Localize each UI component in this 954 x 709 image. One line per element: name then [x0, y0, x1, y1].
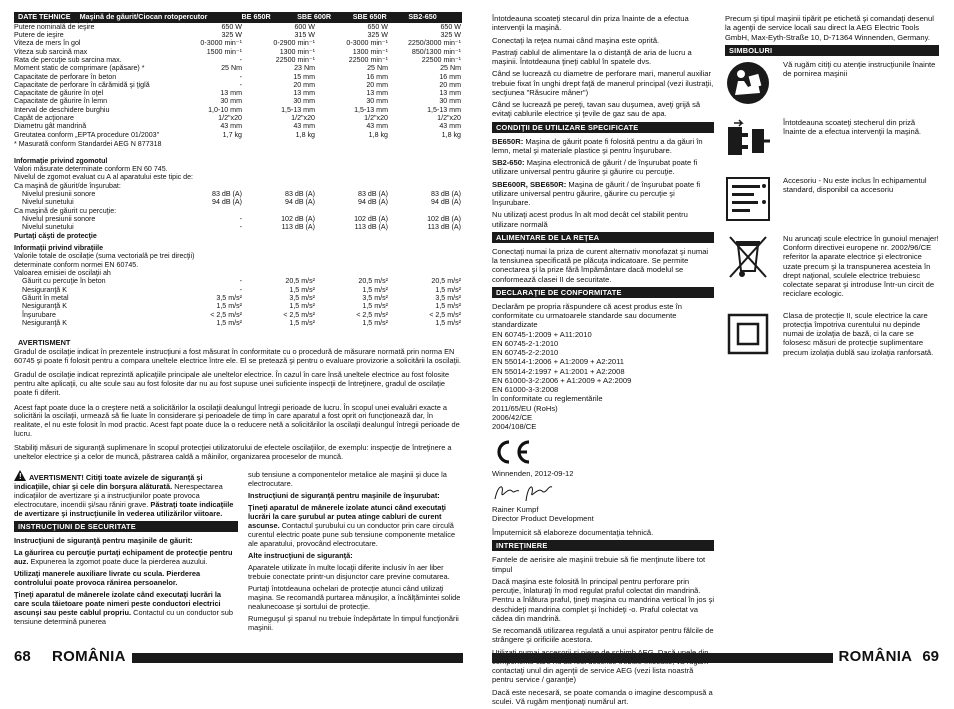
spec-value: 1/2"x20 — [291, 114, 315, 123]
vibration-value: 1,5 m/s² — [435, 318, 461, 327]
specs-rows — [14, 23, 462, 139]
vibration-section — [14, 244, 462, 327]
spec-row — [14, 106, 462, 114]
signer-name: Rainer Kumpf — [492, 504, 539, 514]
right-column-2 — [725, 14, 939, 369]
vibration-row — [14, 277, 462, 285]
spec-value: 43 mm — [293, 122, 315, 131]
vibration-label: Găurit în metal — [22, 293, 69, 302]
vibration-value: 3,5 m/s² — [216, 293, 242, 302]
spec-value: 1,8 kg — [368, 130, 388, 139]
avertisment-title: AVERTISMENT — [18, 338, 71, 348]
regs-1: în conformitate cu reglementările — [492, 394, 603, 404]
maint-5: Dacă este necesară, se poate comanda o imagine descompusă a sculei. Vă rugăm menţionaţi numărul art. — [492, 687, 713, 706]
noise-title: Informaţie privind zgomotul — [14, 156, 108, 165]
spec-label: Capacitate de perforare în cărămidă şi ţiglă — [14, 80, 150, 89]
spec-label: Putere de ieşire — [14, 31, 64, 40]
spec-value: 43 mm — [439, 122, 461, 131]
insulated-grip: Ţineţi aparatul de mânerele izolate când executaţi lucrări la care scula tăietoare poate nimeri peste conductori electrici ascunşi sau peste cablul propriu. — [14, 590, 222, 618]
symbol-weee — [725, 234, 939, 299]
power-text: Conectaţi numai la priza de curent alternativ monofazat şi numai la tensiunea specificată pe plăcuţa indicatoare. Se permite conectarea şi la prize fără împământare dacă modelul se conformează clasei II de securitate. — [492, 246, 709, 284]
vibration-value: - — [239, 277, 242, 286]
safety-column-1 — [14, 470, 238, 629]
spec-value: 1,5-13 mm — [354, 105, 388, 114]
spec-value: 22500 min⁻¹ — [421, 55, 461, 64]
use-normal-note: Nu utilizaţi acest produs în alt mod decât cel stabilit pentru utilizare normală — [492, 210, 688, 229]
page-number-right: 69 — [922, 648, 939, 666]
noise-drill-value: 94 dB (A) — [431, 198, 461, 207]
use-model-3: SBE600R, SBE650R: — [492, 179, 567, 189]
spec-value: 1,0-10 mm — [208, 105, 242, 114]
class-ii-icon — [725, 311, 771, 357]
regs-3: 2006/42/CE — [492, 412, 533, 422]
right-page — [477, 0, 954, 706]
noise-impact-value: 102 dB (A) — [354, 214, 388, 223]
vibration-label: Înşurubare — [22, 310, 56, 319]
footer-rule-right — [492, 653, 833, 663]
spec-row — [14, 97, 462, 105]
spec-value: 2250/3000 min⁻¹ — [407, 39, 461, 48]
spec-value: 30 mm — [293, 97, 315, 106]
maint-3: Se recomandă utilizarea regulată a unui aspirator pentru fălcile de strângere şi orificiile acestora. — [492, 626, 714, 645]
standard-4: EN 55014-1:2006 + A1:2009 + A2:2011 — [492, 357, 625, 367]
spec-value: 650 W — [440, 22, 461, 31]
specs-header-model-1: BE 650R — [241, 12, 271, 21]
symbol-read-manual-text: Vă rugăm citiţi cu atenţie instrucţiunile înainte de pornirea maşinii — [783, 59, 936, 79]
vibration-intro-2: determinate conform normei EN 60745. — [14, 260, 139, 269]
right-column-1 — [492, 14, 714, 709]
warning-text: Nerespectarea indicaţiilor de avertizare şi a instrucţiunilor poate provoca electrocutare, incendii şi/sau răniri grave. — [14, 482, 223, 510]
spec-value: 650 W — [367, 22, 388, 31]
spec-value: 22500 min⁻¹ — [275, 55, 315, 64]
spec-row — [14, 73, 462, 81]
spec-value: 1300 min⁻¹ — [279, 47, 315, 56]
vibration-row — [14, 294, 462, 302]
spec-value: 13 mm — [220, 89, 242, 98]
noise-drill-value: 94 dB (A) — [212, 198, 242, 207]
specs-header-title: DATE TEHNICE — [18, 12, 71, 21]
spec-value: 23 Nm — [294, 64, 315, 73]
spec-value: 600 W — [294, 22, 315, 31]
connect-off-note: Conectaţi la reţea numai când maşina este oprită. — [492, 35, 660, 45]
specs-header-model-4: SB2-650 — [408, 12, 437, 21]
noise-drill-label: Nivelul presiunii sonore — [22, 190, 96, 199]
power-header: ALIMENTARE DE LA REŢEA — [492, 232, 714, 243]
spec-value: 25 Nm — [440, 64, 461, 73]
symbol-read-manual — [725, 60, 939, 106]
spec-label: Moment static de comprimare (apăsare) * — [14, 64, 145, 73]
vibration-label: Nesiguranţă K — [22, 285, 67, 294]
spec-row — [14, 81, 462, 89]
right-footer — [492, 649, 939, 666]
use-text-1: Maşina de găurit poate fi folosită pentru a da găuri în lemn, metal şi materiale plastice şi pentru înşurubare. — [492, 136, 703, 155]
avertisment-para-4: Stabiliţi măsuri de siguranţă suplimenare în scopul protecţiei utilizatorului de efectele oscilaţiilor, de exemplu: inspecţie de întreţinere a uneltelor electrice şi a celor de muncă, păstrarea caldă a mâinilor, organizarea proceselor de muncă. — [14, 443, 452, 462]
spec-value: 0-2900 min⁻¹ — [273, 39, 315, 48]
spec-row — [14, 122, 462, 130]
walls-note: Când se lucrează pe pereţi, tavan sau duşumea, aveţi grijă să evitaţi cablurile electrice şi ţevile de gaz sau de apa. — [492, 100, 701, 119]
vibration-value: 1,5 m/s² — [216, 302, 242, 311]
standard-3: EN 60745-2-2:2010 — [492, 348, 559, 358]
tech-specs-table — [14, 12, 462, 465]
screw-safety-title: Instrucţiuni de siguranţă pentru maşinile de înşurubat: — [248, 491, 440, 501]
spec-value: 15 mm — [293, 72, 315, 81]
other-safety-title: Alte instrucţiuni de siguranţă: — [248, 551, 353, 561]
avertisment-para-3: Acest fapt poate duce la o creştere netă a solicitărilor la oscilaţii dealungul întregii perioade de lucru. În scopul unei evaluări exacte a solicitării la oscilaţii, urmează să fie luate în considerare şi perioadele de timp în care aparatul a fost oprit ori funcţionează dar, în realitate, el nu este folosit în mod practic. Acest fapt poate duce la o reducere netă a solicitărilor la oscilaţii dealungul întregii perioade de lucru. — [14, 402, 460, 438]
spec-value: 325 W — [221, 31, 242, 40]
spec-value: - — [239, 80, 242, 89]
warning-triangle-icon: ! — [14, 470, 26, 481]
use-text-2: Maşina electronică de găurit / de înşurubat poate fi utilizare universal pentru găurire şi găurire cu percuţie. — [492, 158, 698, 177]
conformity-header: DECLARAŢIE DE CONFORMITATE — [492, 287, 714, 298]
spec-value: 43 mm — [366, 122, 388, 131]
spec-label: Viteza sub sarcină max — [14, 47, 88, 56]
symbol-class-ii-text: Clasa de protecţie II, scule electrice la care protecţia împotriva curentului nu depinde numai de izolaţia de bază, ci la care se folosesc măsuri de protecţie suplimentare precum izolaţia dublă sau izolaţia ranforsată. — [783, 310, 934, 357]
insulated-grip-text: Contactul cu un conductor sub tensiune determină punerea — [14, 608, 233, 627]
spec-value: 13 mm — [366, 89, 388, 98]
specs-header-model-2: SBE 600R — [297, 12, 332, 21]
standard-2: EN 60745-2-1:2010 — [492, 338, 559, 348]
spec-value: 16 mm — [439, 72, 461, 81]
vibration-value: < 2,5 m/s² — [210, 310, 242, 319]
vibration-intro-1: Valorile totale de oscilaţie (suma vectorială pe trei direcţii) — [14, 252, 195, 261]
spec-value: 25 Nm — [221, 64, 242, 73]
noise-rows-impact — [14, 215, 462, 232]
symbol-accessory-text: Accesoriu - Nu este inclus în echipamentul standard, disponibil ca accesoriu — [783, 175, 927, 195]
vibration-value: 1,5 m/s² — [216, 318, 242, 327]
ce-mark-icon — [492, 437, 532, 467]
vibration-value: < 2,5 m/s² — [429, 310, 461, 319]
spec-label: Rata de percuţie sub sarcina max. — [14, 55, 122, 64]
vibration-value: 1,5 m/s² — [362, 302, 388, 311]
noise-impact-value: 102 dB (A) — [281, 214, 315, 223]
spec-row — [14, 131, 462, 139]
noise-intro-2: Nivelul de zgomot evaluat cu A al aparatului este tipic de: — [14, 173, 194, 182]
vibration-label: Găurit cu percuţie în beton — [22, 277, 106, 286]
avertisment-para-2: Gradul de oscilaţie indicat reprezintă aplicaţiile principale ale uneltelor electrice. În cazul în care însă uneltele electrice au fost folosite pentru alte aplicaţii, cu alte scule sau au fost folosite dar nu au fost supuse unei suficiente inspecţii de întreţinere, gradul de oscilaţie poate fi diferit. — [14, 370, 450, 397]
place-date: Winnenden, 2012-09-12 — [492, 469, 574, 479]
read-manual-icon — [725, 60, 771, 106]
vibration-row — [14, 311, 462, 319]
spec-value: 20 mm — [439, 80, 461, 89]
auxiliary-handle: Utilizaţi manerele auxiliare livrate cu scula. Pierderea controlului poate provoca rănirea persoanelor. — [14, 569, 201, 588]
use-text-3: Maşina de găurit / de înşurubat poate fi utilizare universal pentru găurire, găurire cu percuţie şi înşurubare. — [492, 179, 701, 208]
noise-section — [14, 157, 462, 240]
spec-value: 30 mm — [439, 97, 461, 106]
specs-footnote: * Masurată conform Standardei AEG N 877318 — [14, 139, 162, 148]
maint-2: Dacă maşina este folosită în principal pentru perforare prin percuţie, înlaturaţi în mod regulat praful colectat din mandrină. Pentru a înlătura praful, ţineţi maşina cu mandrina vertical în jos şi deschideţi mandrina complet şi închideţi -o. Praful colectat va cădea din mandrină. — [492, 576, 715, 623]
service-intro: Precum şi tipul maşinii tipărit pe etichetă şi comandaţi desenul la agenţii de service locali sau direct la AEG Electric Tools GmbH, Max-Eyth-Straße 10, D-71364 Winnenden, Germany. — [725, 14, 934, 42]
use-conditions-header: CONDIŢII DE UTILIZARE SPECIFICATE — [492, 122, 714, 133]
spec-value: - — [239, 72, 242, 81]
accessory-icon — [725, 176, 771, 222]
spec-label: Interval de deschidere burghiu — [14, 105, 110, 114]
spec-row — [14, 64, 462, 72]
noise-impact-value: 102 dB (A) — [427, 214, 461, 223]
spec-value: 30 mm — [366, 97, 388, 106]
regs-4: 2004/108/CE — [492, 422, 537, 432]
vibration-row — [14, 302, 462, 310]
use-model-2: SB2-650: — [492, 158, 525, 168]
symbol-class-ii — [725, 311, 939, 357]
noise-drill-value: 83 dB (A) — [431, 190, 461, 199]
spec-label: Viteza de mers în gol — [14, 39, 81, 48]
noise-impact-value: 113 dB (A) — [354, 223, 388, 232]
chips-note: Rumeguşul şi spanul nu trebuie îndepărtate în timpul funcţionării maşinii. — [248, 614, 459, 633]
vibration-value: 1,5 m/s² — [435, 285, 461, 294]
warning-keep: Păstraţi toate indicaţiile de avertizare şi instrucţiunile în vederea utilizărilor viitoare. — [14, 500, 234, 519]
spec-label: Diametru gât mandrină — [14, 122, 87, 131]
signer-role: Director Product Development — [492, 513, 594, 523]
vibration-value: 3,5 m/s² — [362, 293, 388, 302]
specs-header-model-3: SBE 650R — [352, 12, 387, 21]
drill-safety-title: Instrucţiuni de siguranţă pentru maşinile de găurit: — [14, 536, 193, 546]
noise-impact-value: - — [239, 214, 242, 223]
signature-icon — [492, 481, 562, 503]
symbols-header: SIMBOLURI — [725, 45, 939, 56]
spec-value: 16 mm — [366, 72, 388, 81]
vibration-value: 20,5 m/s² — [431, 277, 461, 286]
noise-impact-value: 113 dB (A) — [281, 223, 315, 232]
spec-value: 13 mm — [439, 89, 461, 98]
spec-value: 315 W — [294, 31, 315, 40]
country-left: ROMÂNIA — [52, 648, 126, 666]
spec-value: 30 mm — [220, 97, 242, 106]
spec-value: 650 W — [221, 22, 242, 31]
vibration-value: < 2,5 m/s² — [283, 310, 315, 319]
vibration-row — [14, 319, 462, 327]
signature — [492, 481, 714, 503]
spec-value: 1,7 kg — [222, 130, 242, 139]
noise-impact-label: Nivelul sunetului — [22, 223, 74, 232]
spec-label: Capăt de acţionare — [14, 114, 74, 123]
spec-label: Capacitate de găurire în lemn — [14, 97, 108, 106]
spec-value: 20 mm — [293, 80, 315, 89]
cable-note: Pastraţi cablul de alimentare la o distanţă de aria de lucru a maşinii. Întotdeauna ţineţi cablul în spatele dvs. — [492, 47, 692, 66]
unplug-note: Întotdeauna scoateţi stecarul din priza înainte de a efectua intervenţii la maşină. — [492, 14, 689, 33]
spec-value: 1,5-13 mm — [281, 105, 315, 114]
vibration-title: Informaţii privind vibraţiile — [14, 243, 104, 252]
maint-1: Fantele de aerisire ale maşinii trebuie să fie menţinute libere tot timpul — [492, 555, 706, 574]
screw-grip: Ţineţi aparatul de mânerele izolate atunci când executaţi lucrări la care şurubul ar putea atinge cabluri de curent ascunse. — [248, 503, 446, 531]
vibration-value: < 2,5 m/s² — [356, 310, 388, 319]
noise-rows-drill — [14, 190, 462, 207]
noise-intro-3: Ca maşină de găurit/de înşurubat: — [14, 181, 121, 190]
safety-column-2 — [248, 470, 462, 636]
spec-value: 1,5-13 mm — [427, 105, 461, 114]
vibration-intro-3: Valoarea emisiei de oscilaţii ah — [14, 269, 111, 277]
vibration-rows — [14, 277, 462, 327]
authorized-note: Împuternicit să elaboreze documentaţia tehnică. — [492, 528, 654, 538]
left-page — [0, 0, 477, 677]
noise-intro-1: Valori măsurate determinate conform EN 60 745. — [14, 164, 168, 173]
spec-row — [14, 23, 462, 31]
noise-drill-value: 83 dB (A) — [285, 190, 315, 199]
spec-value: 0-3000 min⁻¹ — [200, 39, 242, 48]
spec-value: 25 Nm — [367, 64, 388, 73]
spec-value: 325 W — [367, 31, 388, 40]
noise-impact-row — [14, 215, 462, 223]
footer-rule-left — [132, 653, 463, 663]
spec-label: Putere nominală de ieşire — [14, 22, 95, 31]
noise-drill-row — [14, 190, 462, 198]
vibration-value: 1,5 m/s² — [435, 302, 461, 311]
vibration-label: Nesiguranţă K — [22, 302, 67, 311]
spec-value: 1/2"x20 — [218, 114, 242, 123]
safety-instructions-header: INSTRUCŢIUNI DE SECURITATE — [14, 521, 238, 532]
noise-drill-value: 94 dB (A) — [285, 198, 315, 207]
noise-sub2: Ca maşină de găurit cu percuţie: — [14, 206, 117, 215]
noise-drill-value: 83 dB (A) — [358, 190, 388, 199]
vibration-value: - — [239, 285, 242, 294]
specs-header-subtitle: Maşină de găurit/Ciocan rotopercutor — [79, 12, 208, 21]
avertisment-section — [14, 339, 462, 462]
vibration-value: 1,5 m/s² — [289, 302, 315, 311]
symbol-unplug — [725, 118, 939, 164]
unplug-icon — [725, 118, 771, 164]
spec-value: 1,8 kg — [295, 130, 315, 139]
maint-4: contactaţi unul din agenţii de service AEG (vezi lista noastră pentru service / garanţie) — [492, 666, 694, 685]
noise-impact-value: - — [239, 223, 242, 232]
spec-value: 13 mm — [293, 89, 315, 98]
spec-value: 1,8 kg — [441, 130, 461, 139]
standard-6: EN 61000-3-2:2006 + A1:2009 + A2:2009 — [492, 375, 632, 385]
spec-row — [14, 114, 462, 122]
warning-title: AVERTISMENT! Citiţi toate avizele de siguranţă şi indicaţiile, chiar şi cele din borşura alăturată. — [14, 473, 203, 492]
spec-value: 22500 min⁻¹ — [348, 55, 388, 64]
specs-header — [14, 12, 462, 23]
vibration-value: 1,5 m/s² — [289, 285, 315, 294]
maintenance-header: INTREŢINERE — [492, 540, 714, 551]
use-model-1: BE650R: — [492, 136, 524, 146]
avertisment-para-1: Gradul de oscilaţie indicat în prezentele instrucţiuni a fost măsurat în conformitate cu o procedură de măsurare normată prin norma EN 60745 şi poate fi folosit pentru a compara uneltele electrice între ele. El se pretează şi pentru o evaluare provizorie a solicitării la oscilaţii. — [14, 346, 461, 365]
ce-mark — [492, 437, 714, 467]
conformity-intro: Declarăm pe propria răspundere că acest produs este în conformitate cu urmatoarele standarde sau documente standardizate — [492, 301, 682, 330]
country-right: ROMÂNIA — [838, 648, 913, 666]
spec-value: 43 mm — [220, 122, 242, 131]
spec-row — [14, 39, 462, 47]
symbol-accessory — [725, 176, 939, 222]
noise-drill-value: 94 dB (A) — [358, 198, 388, 207]
page-number-left: 68 — [14, 648, 31, 666]
spec-value: 1300 min⁻¹ — [352, 47, 388, 56]
screw-grip-text: Contactul şurubului cu un conductor prin care circulă curentul electric poate pune sub tensiune componente metalice ale aparatului, provocând electrocutare. — [248, 521, 456, 549]
vibration-label: Nesiguranţă K — [22, 318, 67, 327]
ear-protection-note: Purtaţi căşti de protecţie — [14, 231, 97, 240]
noise-impact-row — [14, 223, 462, 231]
electrocution-cont: sub tensiune a componentelor metalice ale maşinii şi duce la electrocutare. — [248, 470, 447, 489]
weee-bin-icon — [725, 234, 771, 280]
vibration-value: 3,5 m/s² — [289, 293, 315, 302]
hearing-protection-text: Expunerea la zgomot poate duce la pierderea auzului. — [30, 557, 208, 567]
spec-label: Capacitate de găurire în oţel — [14, 89, 104, 98]
standard-5: EN 55014-2:1997 + A1:2001 + A2:2008 — [492, 366, 625, 376]
vibration-row — [14, 286, 462, 294]
symbol-unplug-text: Întotdeauna scoateţi stecherul din priză înainte de a efectua intervenţii la maşină. — [783, 117, 922, 137]
rcd-note: Aparatele utilizate în multe locaţii diferite inclusiv în aer liber trebuie conectate printr-un disjunctor care previne comutarea. — [248, 563, 450, 582]
noise-impact-value: 113 dB (A) — [427, 223, 461, 232]
vibration-value: 1,5 m/s² — [362, 318, 388, 327]
spec-value: 1/2"x20 — [437, 114, 461, 123]
spec-value: 1/2"x20 — [364, 114, 388, 123]
noise-impact-label: Nivelul presiunii sonore — [22, 214, 96, 223]
spec-value: 850/1300 min⁻¹ — [411, 47, 461, 56]
left-footer — [14, 649, 463, 666]
spec-row — [14, 31, 462, 39]
goggles-note: Purtaţi întotdeauna ochelari de protecţie atunci când utilizaţi maşina. Se recomandă purtarea mănuşilor, a încălţămintei solide nealunecoase şi sortului de protecţie. — [248, 584, 461, 612]
standard-1: EN 60745-1:2009 + A11:2010 — [492, 329, 592, 339]
vibration-value: 3,5 m/s² — [435, 293, 461, 302]
handle-angle-note: Când se lucrează cu diametre de perforare mari, manerul auxiliar trebuie fixat în unghi drept faţă de manerul principal (vezi ilustraţii, secţiunea "Răsucire mâner") — [492, 69, 714, 97]
vibration-value: 20,5 m/s² — [358, 277, 388, 286]
vibration-value: 1,5 m/s² — [289, 318, 315, 327]
standard-7: EN 61000-3-3:2008 — [492, 385, 559, 395]
spec-row — [14, 89, 462, 97]
spec-label: Greutatea conform „EPTA procedure 01/2003" — [14, 130, 160, 139]
regs-2: 2011/65/EU (RoHs) — [492, 403, 558, 413]
spec-row — [14, 48, 462, 56]
noise-drill-row — [14, 198, 462, 206]
spec-value: 325 W — [440, 31, 461, 40]
vibration-value: 20,5 m/s² — [285, 277, 315, 286]
spec-value: 1500 min⁻¹ — [206, 47, 242, 56]
hearing-protection: La găurirea cu percuţie purtaţi echipament de protecţie pentru auz. — [14, 548, 233, 567]
spec-label: Capacitate de perforare în beton — [14, 72, 117, 81]
noise-drill-label: Nivelul sunetului — [22, 198, 74, 207]
noise-drill-value: 83 dB (A) — [212, 190, 242, 199]
spec-value: - — [239, 55, 242, 64]
symbol-weee-text: Nu aruncaţi scule electrice în gunoiul menajer! Conform directivei europene nr. 2002/96/CE referitor la aparate electrice şi electronice uzate precum şi la transpunerea acesteia în drept naţional, sculele electrice trebuiesc colectate separat şi introduse într-un circit de reciclare ecologic. — [783, 233, 939, 299]
spec-value: 20 mm — [366, 80, 388, 89]
vibration-value: 1,5 m/s² — [362, 285, 388, 294]
spec-row — [14, 56, 462, 64]
spec-value: 0-3000 min⁻¹ — [346, 39, 388, 48]
